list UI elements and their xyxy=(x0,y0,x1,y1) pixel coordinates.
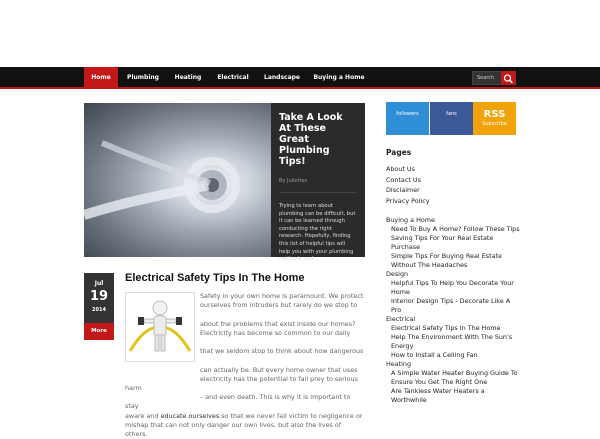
divider xyxy=(279,192,357,193)
search-icon xyxy=(501,72,516,86)
rss-subscribe-box[interactable] xyxy=(473,102,516,135)
post-body-line: electricity has the potential to fall prey to serious harm xyxy=(125,374,358,393)
pages-list xyxy=(386,164,516,206)
page-link-disclaimer[interactable]: Disclaimer xyxy=(386,186,420,194)
fans-label: fans xyxy=(446,111,457,117)
featured-title[interactable]: Take A Look At These Great Plumbing Tips! xyxy=(279,112,343,167)
post-body-after-link: so that we never fall victim to negligence or mishap that can not only danger our own lives, but also the lives of others. xyxy=(125,411,363,439)
featured-post[interactable] xyxy=(84,103,365,263)
rss-subscribe-label: Subscribe xyxy=(482,121,507,127)
category-post-list xyxy=(386,216,520,405)
post-body-line: can actually be. But every home owner that uses xyxy=(200,365,358,374)
category-post-link[interactable]: Help The Environment With The Sun's Energy xyxy=(391,333,513,350)
category-name[interactable]: Buying a Home xyxy=(386,216,435,224)
post-body-line: about the problems that exist inside our homes? xyxy=(200,319,356,328)
post-body-line: Electricity has become so common to our daily xyxy=(200,328,351,337)
category-name[interactable]: Design xyxy=(386,270,409,278)
search-button[interactable] xyxy=(501,71,516,85)
category-post-link[interactable]: Saving Tips For Your Real Estate Purchase xyxy=(391,234,494,251)
category-post-link[interactable]: A Simple Water Heater Buying Guide To Ensure You Get The Right One xyxy=(391,369,518,386)
post-date-badge xyxy=(84,273,114,340)
more-button[interactable]: More xyxy=(84,323,114,340)
date-day: 19 xyxy=(89,289,109,304)
category-post-link[interactable]: How to Install a Ceiling Fan xyxy=(391,351,478,359)
post-body-line: ourselves from intruders but rarely do we stop to xyxy=(200,301,358,310)
nav-item-electrical[interactable]: Electrical xyxy=(217,74,249,81)
date-month: Jul xyxy=(94,280,104,287)
post-inline-link[interactable]: educate ourselves xyxy=(160,411,220,420)
featured-excerpt: Trying to learn about plumbing can be difficult, but it can be learned through conducting the right research. Hopefully, finding this list of helpful tips will help you with your plumbing methods and... xyxy=(279,203,356,263)
page-link-contact-us[interactable]: Contact Us xyxy=(386,175,421,184)
post-thumbnail[interactable] xyxy=(125,292,195,362)
date-block xyxy=(84,273,114,323)
featured-byline: By Juliettes xyxy=(279,178,308,184)
pages-widget-title: Pages xyxy=(386,148,412,157)
nav-item-home[interactable]: Home xyxy=(84,67,118,89)
search-input[interactable]: Search xyxy=(472,71,502,85)
featured-panel xyxy=(271,103,365,263)
category-post-link[interactable]: Electrical Safety Tips In The Home xyxy=(391,324,501,332)
post-body-before-link: aware and xyxy=(125,411,161,420)
post-body-line: – and even death. This is why it is important to stay xyxy=(125,393,351,411)
category-post-link[interactable]: Need To Buy A Home? Follow These Tips xyxy=(391,225,520,233)
facebook-fans-box[interactable] xyxy=(430,102,473,135)
date-year: 2014 xyxy=(92,307,106,313)
featured-image xyxy=(84,103,271,257)
category-post-link[interactable]: Simple Tips For Buying Real Estate Without The Headaches xyxy=(391,252,502,269)
nav-item-heating[interactable]: Heating xyxy=(174,74,202,81)
nav-item-landscape[interactable]: Landscape xyxy=(264,74,300,81)
category-post-link[interactable]: Interior Design Tips - Decorate Like A Pro xyxy=(391,297,511,314)
category-name[interactable]: Heating xyxy=(386,360,412,368)
twitter-followers-box[interactable] xyxy=(386,102,429,135)
main-nav xyxy=(0,67,600,89)
page-link-privacy-policy[interactable]: Privacy Policy xyxy=(386,196,430,205)
faucet-illustration xyxy=(84,103,271,257)
category-post-link[interactable]: Are Tankless Water Heaters a Worthwhile xyxy=(391,387,485,404)
post-title[interactable]: Electrical Safety Tips In The Home xyxy=(125,272,305,284)
post-body-line: that we seldom stop to think about how dangerous xyxy=(200,347,364,356)
page-link-about-us[interactable]: About Us xyxy=(386,165,415,173)
nav-item-buying-a-home[interactable]: Buying a Home xyxy=(313,74,365,81)
nav-item-plumbing[interactable]: Plumbing xyxy=(127,74,159,81)
post-body-line: Safety in your own home is paramount. We protect xyxy=(200,292,364,300)
followers-label: followers xyxy=(396,111,419,117)
category-post-link[interactable]: Helpful Tips To Help You Decorate Your Home xyxy=(391,279,514,296)
electrician-figure-icon xyxy=(126,293,194,361)
category-name[interactable]: Electrical xyxy=(386,315,416,323)
rss-title: RSS xyxy=(483,109,506,120)
post-body-final xyxy=(125,412,365,439)
